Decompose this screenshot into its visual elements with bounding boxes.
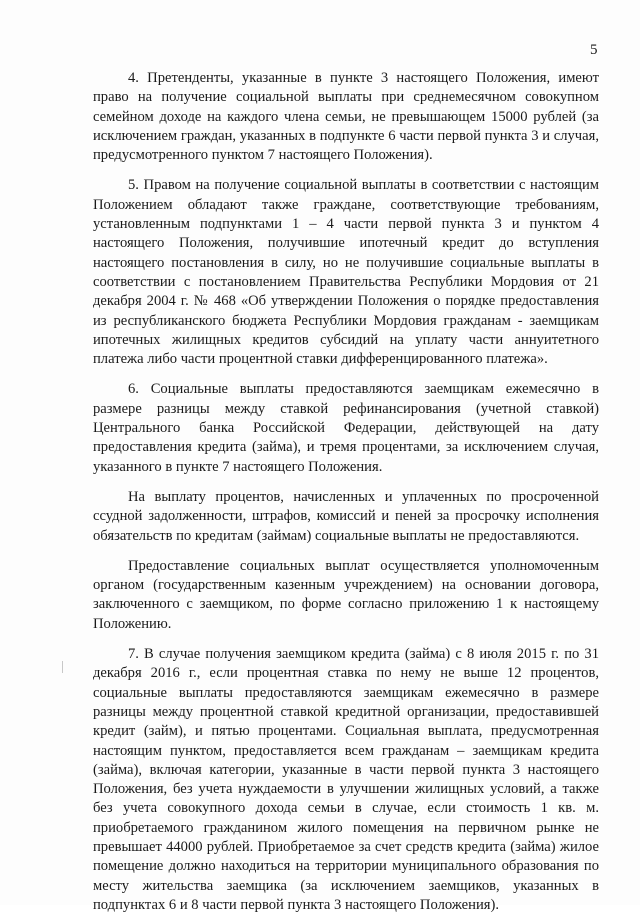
paragraph-item-4: 4. Претенденты, указанные в пункте 3 настоящего Положения, имеют право на получение социальной выплаты при среднемесячном совокупном семейном доходе на каждого члена семьи, не превышающем 15000 рублей (за исключением граждан, указанных в подпункте 6 части первой пункта 3 и случая, предусмотренного пунктом 7 настоящего Положения).	[93, 70, 599, 164]
page-number: 5	[590, 42, 598, 58]
paragraph-item-7: 7. В случае получения заемщиком кредита (займа) с 8 июля 2015 г. по 31 декабря 2016 г., если процентная ставка по нему не выше 12 процентов, социальные выплаты предоставляются заемщикам ежемесячно в размере разницы между процентной ставкой кредитной организации, предоставившей кредит (займ), и пятью процентами. Социальная выплата, предусмотренная настоящим пунктом, предоставляется всем гражданам – заемщикам кредита (займа), включая категории, указанные в части первой пункта 3 настоящего Положения, без учета нуждаемости в улучшении жилищных условий, а также без учета совокупного дохода семьи в случае, если стоимость 1 кв. м. приобретаемого гражданином жилого помещения на первичном рынке не превышает 44000 рублей. Приобретаемое за счет средств кредита (займа) жилое помещение должно находиться на территории муниципального образования по месту жительства заемщика (за исключением заемщиков, указанных в подпунктах 6 и 8 части первой пункта 3 настоящего Положения).	[93, 646, 599, 913]
margin-mark	[62, 661, 63, 673]
paragraph-item-6-interest: На выплату процентов, начисленных и уплаченных по просроченной ссудной задолженности, штрафов, комиссий и пеней за просрочку исполнения обязательств по кредитам (займам) социальные выплаты не предоставляются.	[93, 488, 599, 544]
document-body	[93, 69, 599, 915]
paragraph-item-6-provision: Предоставление социальных выплат осуществляется уполномоченным органом (государственным казенным учреждением) на основании договора, заключенного с заемщиком, по форме согласно приложению 1 к настоящему Положению.	[93, 557, 599, 632]
paragraph-item-6: 6. Социальные выплаты предоставляются заемщикам ежемесячно в размере разницы между ставкой рефинансирования (учетной ставкой) Центрального банка Российской Федерации, действующей на дату предоставления кредита (займа), и тремя процентами, за исключением случая, указанного в пункте 7 настоящего Положения.	[93, 381, 599, 475]
paragraph-item-5: 5. Правом на получение социальной выплаты в соответствии с настоящим Положением обладают также граждане, соответствующие требованиям, установленным подпунктами 1 – 4 части первой пункта 3 и пунктом 4 настоящего Положения, получившие ипотечный кредит до вступления настоящего постановления в силу, но не получившие социальные выплаты в соответствии с постановлением Правительства Республики Мордовия от 21 декабря 2004 г. № 468 «Об утверждении Положения о порядке предоставления из республиканского бюджета Республики Мордовия гражданам - заемщикам ипотечных жилищных кредитов субсидий на уплату части аннуитетного платежа либо части процентной ставки дифференцированного платежа».	[93, 177, 599, 368]
